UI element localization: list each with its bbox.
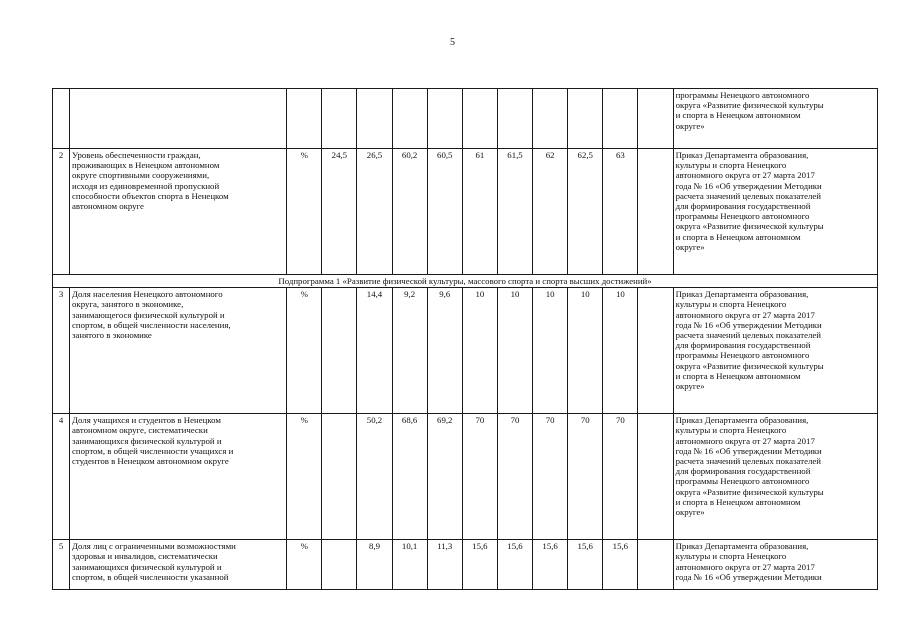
source-cell-line: и спорта в Ненецком автономном [675,231,801,242]
indicator-name-line: Доля учащихся и студентов в Ненецком [72,415,221,426]
source-cell-line: года № 16 «Об утверждении Методики [675,180,822,191]
value-cell: 60,5 [427,149,462,275]
indicator-name-line: занятого в экономике [72,330,152,341]
source-cell-line: автономного округа от 27 марта 2017 [675,561,815,572]
indicator-name-line: занимающихся физической культурой и [72,561,222,572]
unit-cell [287,89,322,149]
value-cell: 15,6 [603,540,638,590]
value-cell [568,89,603,149]
indicator-name [70,89,287,149]
value-cell: 15,6 [568,540,603,590]
source-cell-line: для формирования государственной [675,466,811,477]
indicator-name-line: Уровень обеспеченности граждан, [72,150,201,160]
value-cell: 69,2 [427,414,462,540]
value-cell [392,89,427,149]
source-cell-line: культуры и спорта Ненецкого [675,551,787,562]
unit-cell: % [287,149,322,275]
indicator-name-line: исходя из единовременной пропускной [72,180,220,191]
indicator-name-line: Доля населения Ненецкого автономного [72,289,223,300]
source-cell-line: культуры и спорта Ненецкого [675,299,787,310]
value-cell: 70 [568,414,603,540]
value-cell [497,89,532,149]
source-cell [673,149,877,275]
row-number: 3 [53,288,70,414]
value-cell [357,89,392,149]
table-row [53,149,878,275]
value-cell [322,540,357,590]
indicator-name [70,414,287,540]
value-cell: 70 [603,414,638,540]
unit-cell: % [287,414,322,540]
unit-cell: % [287,288,322,414]
indicators-table [52,88,878,590]
value-cell: 62 [533,149,568,275]
value-cell [638,149,673,275]
source-cell-line: и спорта в Ненецком автономном [675,110,801,121]
value-cell: 61,5 [497,149,532,275]
indicator-name-line: спортом, в общей численности населения, [72,319,231,330]
source-cell-line: программы Ненецкого автономного [675,211,810,222]
source-cell-line: для формирования государственной [675,340,811,351]
source-cell-line: расчета значений целевых показателей [675,456,821,467]
unit-cell: % [287,540,322,590]
value-cell: 14,4 [357,288,392,414]
value-cell: 60,2 [392,149,427,275]
indicator-name-line: здоровья и инвалидов, систематически [72,551,218,562]
source-cell [673,89,877,149]
indicator-name-line: округа, занятого в экономике, [72,299,184,310]
indicator-name-line: спортом, в общей численности учащихся и [72,445,234,456]
value-cell: 70 [533,414,568,540]
source-cell-line: программы Ненецкого автономного [675,476,810,487]
indicator-name-line: проживающих в Ненецком автономном [72,160,220,171]
source-cell-line: программы Ненецкого автономного [675,90,810,100]
value-cell: 10,1 [392,540,427,590]
value-cell [603,89,638,149]
source-cell-line: и спорта в Ненецком автономном [675,496,801,507]
table-row [53,89,878,149]
source-cell [673,540,877,590]
row-number: 2 [53,149,70,275]
source-cell-line: Приказ Департамента образования, [675,289,809,300]
subprogram-row [53,275,878,288]
source-cell-line: Приказ Департамента образования, [675,150,809,160]
value-cell: 70 [462,414,497,540]
value-cell: 10 [568,288,603,414]
value-cell [322,288,357,414]
source-cell-line: Приказ Департамента образования, [675,415,809,426]
source-cell [673,288,877,414]
source-cell [673,414,877,540]
indicator-name-line: автономном округе, систематически [72,425,208,436]
indicator-name-line: спортом, в общей численности указанной [72,571,229,582]
value-cell: 70 [497,414,532,540]
value-cell: 61 [462,149,497,275]
value-cell: 68,6 [392,414,427,540]
source-cell-line: округе» [675,507,705,518]
value-cell: 62,5 [568,149,603,275]
indicator-name-line: Доля лиц с ограниченными возможностями [72,541,236,552]
table-row [53,288,878,414]
source-cell-line: и спорта в Ненецком автономном [675,370,801,381]
source-cell-line: округе» [675,381,705,392]
value-cell [322,414,357,540]
value-cell: 10 [497,288,532,414]
indicator-name-line: автономном округе [72,201,144,212]
value-cell: 10 [603,288,638,414]
source-cell-line: года № 16 «Об утверждении Методики [675,571,822,582]
source-cell-line: программы Ненецкого автономного [675,350,810,361]
value-cell [638,414,673,540]
source-cell-line: для формирования государственной [675,201,811,212]
value-cell: 26,5 [357,149,392,275]
indicator-name-line: округе спортивными сооружениями, [72,170,210,181]
value-cell: 24,5 [322,149,357,275]
value-cell [638,288,673,414]
value-cell [533,89,568,149]
source-cell-line: округе» [675,120,705,131]
source-cell-line: округа «Развитие физической культуры [675,100,824,111]
indicator-name [70,149,287,275]
value-cell: 15,6 [533,540,568,590]
value-cell: 11,3 [427,540,462,590]
value-cell: 63 [603,149,638,275]
indicator-name-line: занимающегося физической культурой и [72,309,225,320]
value-cell: 10 [462,288,497,414]
source-cell-line: автономного округа от 27 марта 2017 [675,170,815,181]
value-cell [638,540,673,590]
indicator-name [70,540,287,590]
source-cell-line: округа «Развитие физической культуры [675,486,824,497]
value-cell: 15,6 [462,540,497,590]
source-cell-line: культуры и спорта Ненецкого [675,425,787,436]
value-cell: 50,2 [357,414,392,540]
row-number: 4 [53,414,70,540]
indicator-name-line: занимающихся физической культурой и [72,435,222,446]
value-cell: 10 [533,288,568,414]
table-row [53,414,878,540]
row-number [53,89,70,149]
value-cell [638,89,673,149]
indicator-name-line: студентов в Ненецком автономном округе [72,456,229,467]
value-cell: 9,2 [392,288,427,414]
value-cell: 8,9 [357,540,392,590]
value-cell: 15,6 [497,540,532,590]
value-cell [322,89,357,149]
value-cell [462,89,497,149]
source-cell-line: автономного округа от 27 марта 2017 [675,435,815,446]
source-cell-line: года № 16 «Об утверждении Методики [675,319,822,330]
indicator-name-line: способности объектов спорта в Ненецком [72,190,229,201]
value-cell: 9,6 [427,288,462,414]
source-cell-line: округа «Развитие физической культуры [675,360,824,371]
page-number: 5 [450,37,455,48]
source-cell-line: культуры и спорта Ненецкого [675,160,787,171]
indicator-name [70,288,287,414]
source-cell-line: округе» [675,241,705,252]
source-cell-line: расчета значений целевых показателей [675,190,821,201]
table-row [53,540,878,590]
value-cell [427,89,462,149]
source-cell-line: округа «Развитие физической культуры [675,221,824,232]
source-cell-line: расчета значений целевых показателей [675,330,821,341]
source-cell-line: автономного округа от 27 марта 2017 [675,309,815,320]
subprogram-title: Подпрограмма 1 «Развитие физической культуры, массового спорта и спорта высших достижений» [53,275,878,288]
row-number: 5 [53,540,70,590]
source-cell-line: года № 16 «Об утверждении Методики [675,445,822,456]
source-cell-line: Приказ Департамента образования, [675,541,809,552]
